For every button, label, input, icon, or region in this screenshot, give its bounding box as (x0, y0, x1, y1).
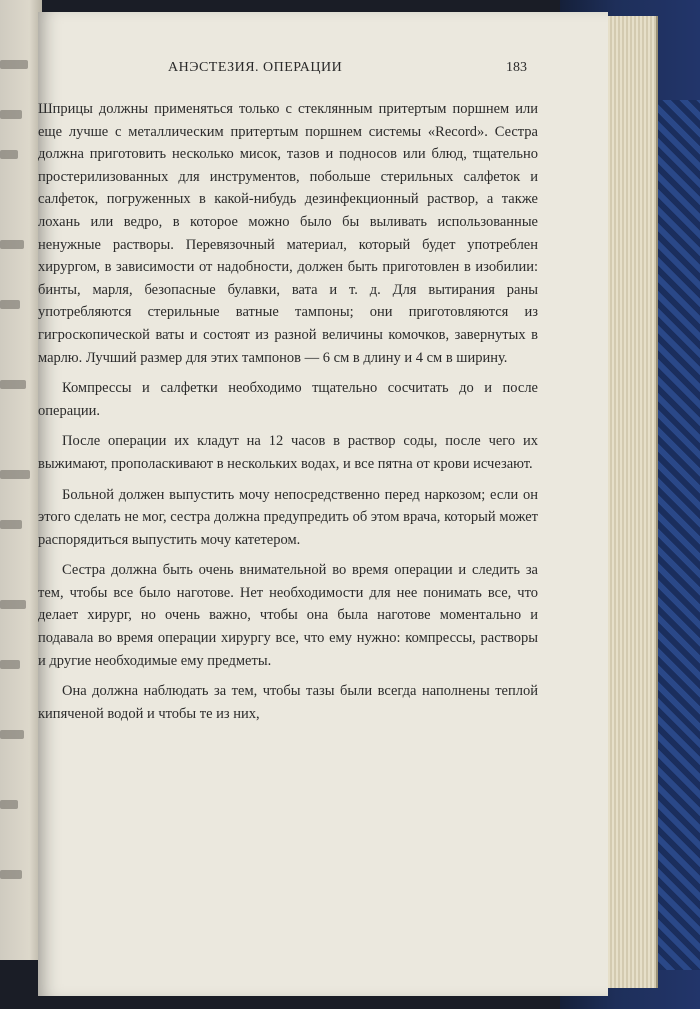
paragraph: Она должна наблюдать за тем, чтобы тазы были всегда наполнены теплой кипяченой водой и чтобы те из них, (38, 683, 538, 722)
previous-page-edge (0, 0, 42, 960)
paragraph: Сестра должна быть очень внимательной во время операции и следить за тем, чтобы все было наготове. Нет необходимости для нее понимать все, что делает хирург, но очень важно, чтобы она была наготове моментально и подавала во время операции хирургу все, что ему нужно: компрессы, растворы и другие необходимые ему предметы. (38, 562, 538, 669)
book-page (38, 12, 608, 996)
running-header (38, 60, 608, 82)
paragraph: Больной должен выпустить мочу непосредственно перед наркозом; если он этого сделать не мог, сестра должна предупредить об этом врача, который может распорядиться выпустить мочу катетером. (38, 486, 538, 548)
page-number: 183 (506, 60, 527, 75)
chapter-title: АНЭСТЕЗИЯ. ОПЕРАЦИИ (168, 60, 343, 75)
page-edges (600, 16, 658, 988)
paragraph: Компрессы и салфетки необходимо тщательно сосчитать до и после операции. (38, 380, 538, 419)
paragraph: Шприцы должны применяться только с стеклянным притертым поршнем или еще лучше с металлическим притертым поршнем системы «Record». Сестра должна приготовить несколько мисок, тазов и подносов или блюд, тщательно простерилизованных для инструментов, побольше стерильных салфеток и салфеток, погруженных в какой-нибудь дезинфекционный раствор, а также лохань или ведро, в которое можно было бы выливать использованные ненужные растворы. Перевязочный материал, который будет употреблен хирургом, в зависимости от надобности, должен быть приготовлен в изобилии: бинты, марля, безопасные булавки, вата и т. д. Для вытирания раны употребляются стерильные ватные тампоны; они приготовляются из гигроскопической ваты и состоят из разной величины комочков, завернутых в марлю. Лучший размер для этих тампонов — 6 см в длину и 4 см в ширину. (38, 101, 538, 366)
paragraph: После операции их кладут на 12 часов в раствор соды, после чего их выжимают, прополаскивают в нескольких водах, и все пятна от крови исчезают. (38, 433, 538, 472)
body-text (38, 98, 538, 725)
